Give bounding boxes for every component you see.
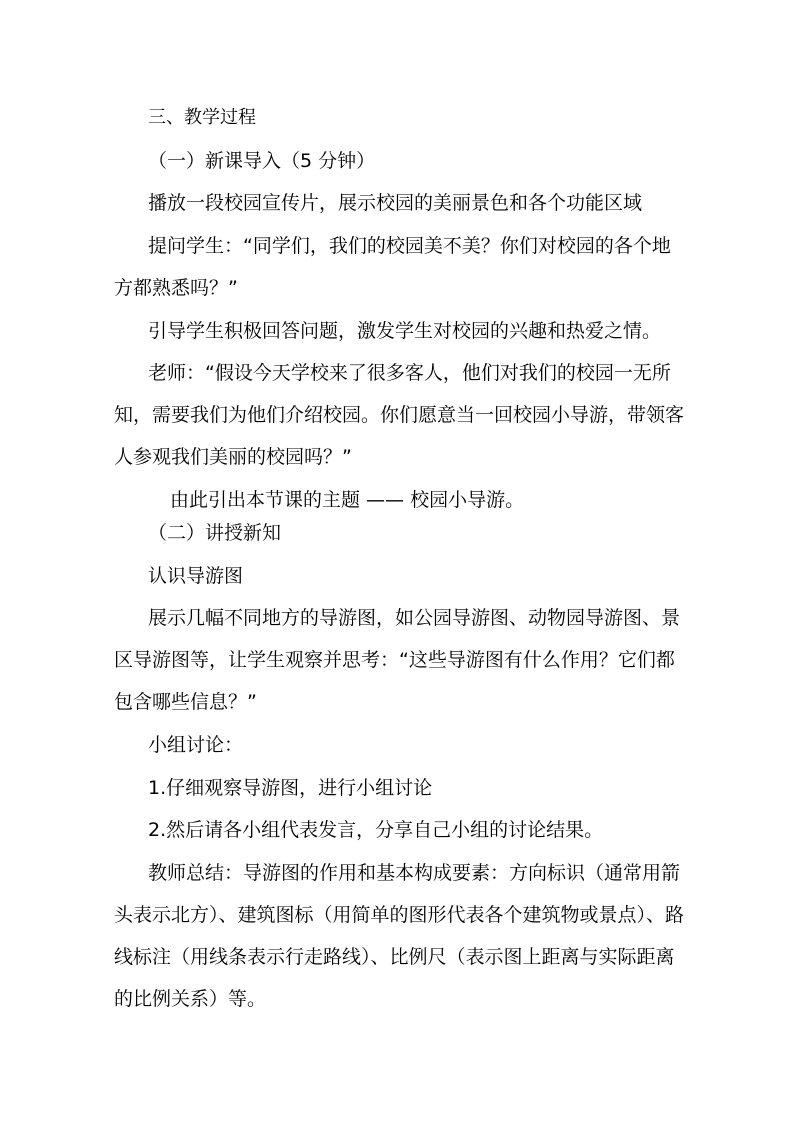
list-item-observe: 1.仔细观察导游图，进行小组讨论 [148,777,433,799]
subsection-heading-new-knowledge: （二）讲授新知 [148,522,282,544]
section-heading: 三、教学过程 [148,107,256,128]
paragraph-question-students: 提问学生：“同学们，我们的校园美不美？你们对校园的各个地方都熟悉吗？” [114,235,671,299]
paragraph-teacher-scenario: 老师：“假设今天学校来了很多客人，他们对我们的校园一无所知，需要我们为他们介绍校园。你们愿意当一回校园小导游，带领客人参观我们美丽的校园吗？” [114,362,685,468]
paragraph-guide-students: 引导学生积极回答问题，激发学生对校园的兴趣和热爱之情。 [148,320,662,342]
paragraph-group-discussion: 小组讨论： [148,734,244,756]
list-item-report: 2.然后请各小组代表发言，分享自己小组的讨论结果。 [148,819,604,841]
paragraph-teacher-summary: 教师总结：导游图的作用和基本构成要素：方向标识（通常用箭头表示北方）、建筑图标（用简单的图形代表各个建筑物或景点）、路线标注（用线条表示行走路线）、比例尺（表示图上距离与实际距离的比例关系）等。 [114,862,685,1010]
paragraph-show-maps: 展示几幅不同地方的导游图，如公园导游图、动物园导游图、景区导游图等，让学生观察并思考：“这些导游图有什么作用？它们都包含哪些信息？” [114,607,681,713]
paragraph-know-guide-map: 认识导游图 [148,565,244,587]
paragraph-play-video: 播放一段校园宣传片，展示校园的美丽景色和各个功能区域 [148,192,643,214]
paragraph-lesson-topic: 由此引出本节课的主题 —— 校园小导游。 [170,489,525,511]
subsection-heading-intro: （一）新课导入（5 分钟） [148,150,376,172]
